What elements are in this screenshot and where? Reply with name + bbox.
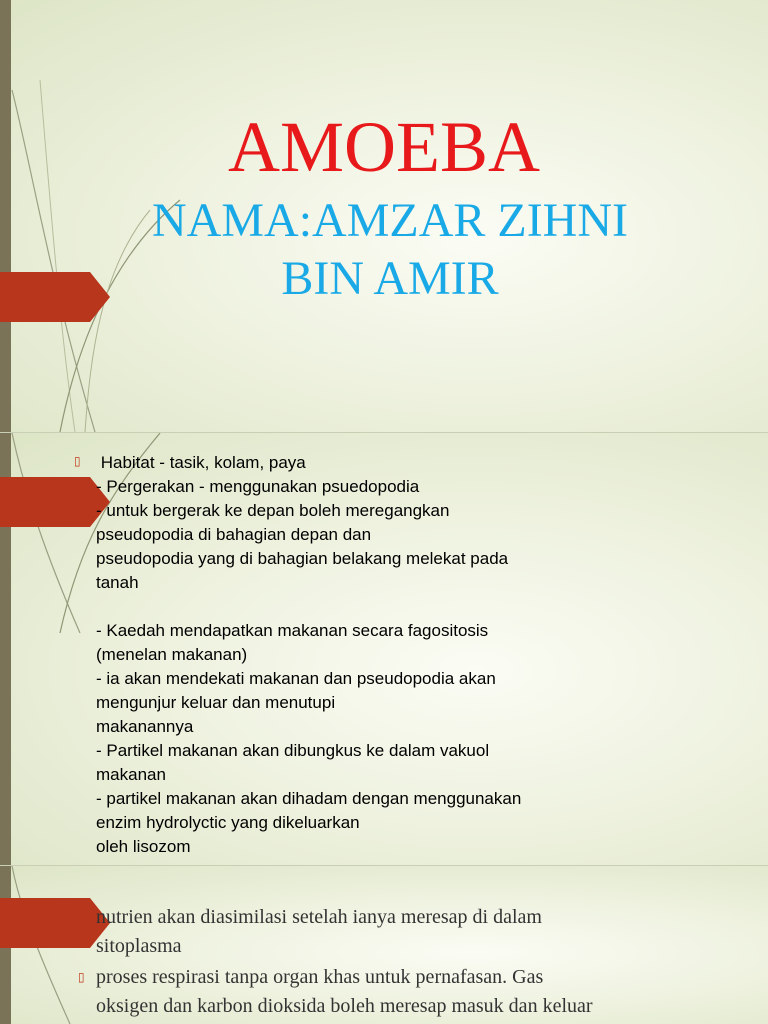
text-line: (menelan makanan) <box>96 645 248 664</box>
arrow-tab-decoration <box>0 272 112 322</box>
text-line: - Pergerakan - menggunakan psuedopodia <box>96 477 420 496</box>
text-line: makanannya <box>96 717 194 736</box>
text-line: - Partikel makanan akan dibungkus ke dalam vakuol <box>96 741 490 760</box>
bullet-item-1 <box>96 903 716 961</box>
content-text <box>96 451 656 859</box>
text-line <box>96 595 656 619</box>
text-line: enzim hydrolyctic yang dikeluarkan <box>96 813 360 832</box>
title-slide <box>0 0 768 432</box>
text-line: pseudopodia yang di bahagian belakang melekat pada <box>96 549 509 568</box>
text-line: - untuk bergerak ke depan boleh meregangkan <box>96 501 450 520</box>
text-line: - ia akan mendekati makanan dan pseudopodia akan <box>96 669 496 688</box>
bullet-item-2 <box>96 963 716 1021</box>
text-line: - Kaedah mendapatkan makanan secara fagositosis <box>96 621 489 640</box>
text-line: sitoplasma <box>96 935 182 957</box>
text-line: Habitat - tasik, kolam, paya <box>96 453 306 472</box>
slide-title: AMOEBA <box>227 107 540 187</box>
text-line: oksigen dan karbon dioksida boleh meresap masuk dan keluar <box>96 995 593 1017</box>
subtitle-line-2: BIN AMIR <box>281 252 499 305</box>
text-line: pseudopodia di bahagian depan dan <box>96 525 372 544</box>
bullet-icon: ▯ <box>74 454 81 468</box>
text-line: makanan <box>96 765 166 784</box>
text-line: tanah <box>96 573 139 592</box>
text-line: oleh lisozom <box>96 837 191 856</box>
text-line: mengunjur keluar dan menutupi <box>96 693 336 712</box>
slide-subtitle <box>110 192 670 308</box>
text-line: - partikel makanan akan dihadam dengan menggunakan <box>96 789 522 808</box>
text-line: nutrien akan diasimilasi setelah ianya meresap di dalam <box>96 906 542 928</box>
subtitle-line-1: NAMA:AMZAR ZIHNI <box>152 194 628 247</box>
text-line: proses respirasi tanpa organ khas untuk pernafasan. Gas <box>96 966 544 988</box>
bullet-icon: ▯ <box>78 970 85 984</box>
